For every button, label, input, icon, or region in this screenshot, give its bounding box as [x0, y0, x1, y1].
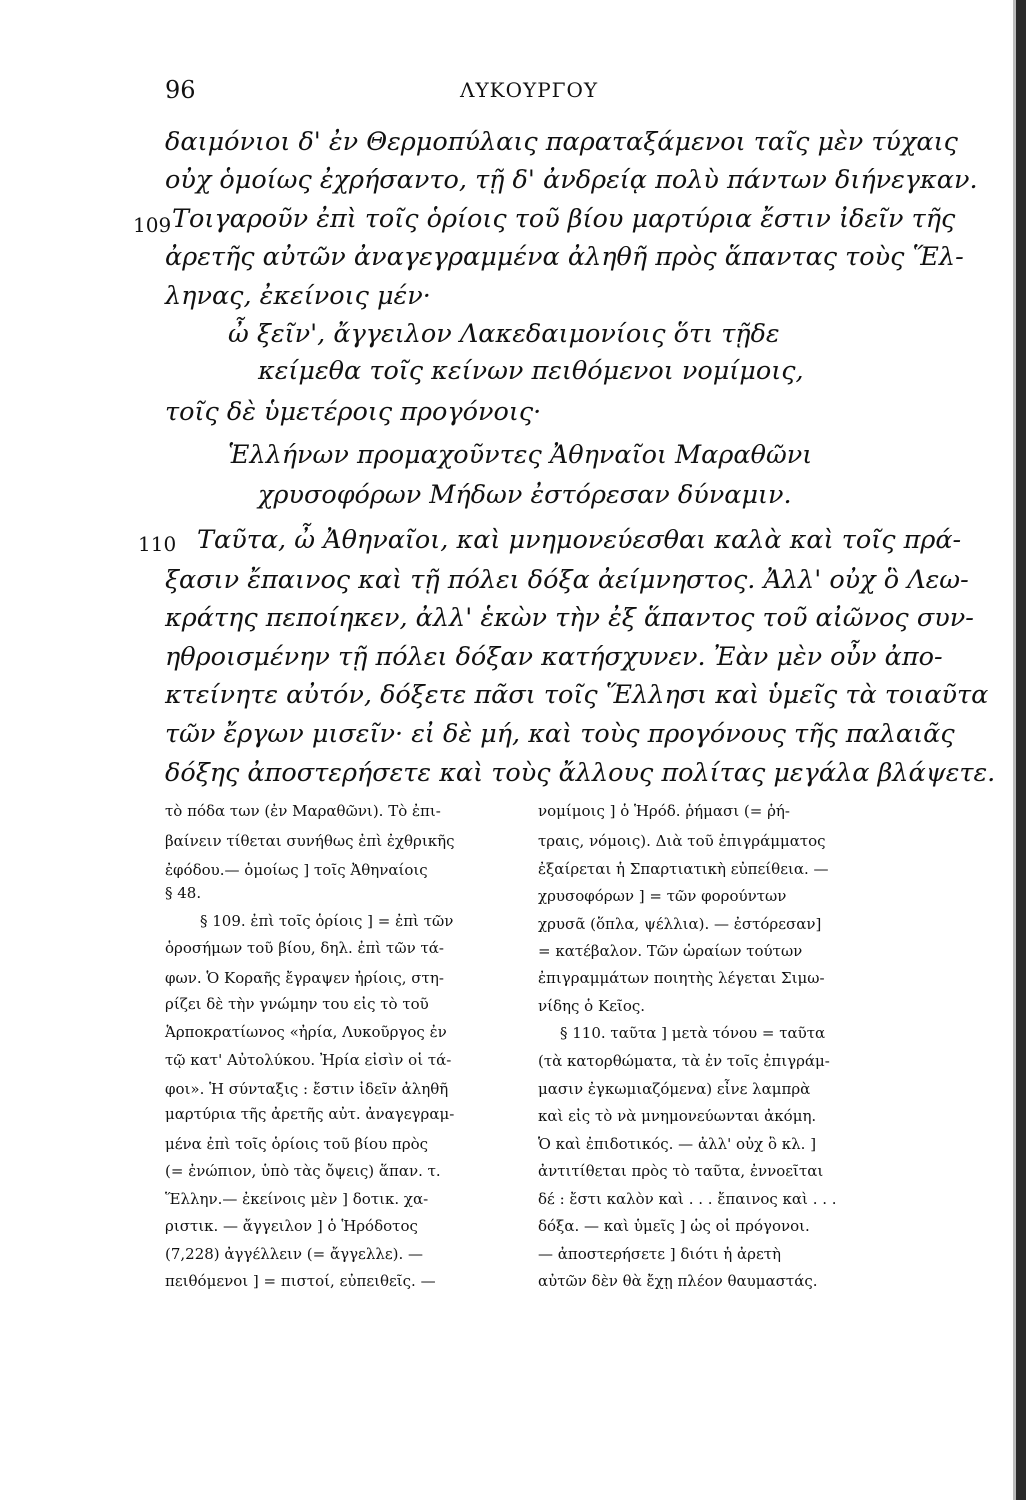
note-line: Ὁ καὶ ἐπιδοτικός. — ἀλλ' οὐχ ὃ κλ. ] — [538, 1135, 817, 1153]
note-line: § 110. ταῦτα ] μετὰ τόνου = ταῦτα — [560, 1024, 826, 1042]
page-edge — [1016, 0, 1026, 1500]
note-line: ἐφόδου.— ὁμοίως ] τοῖς Ἀθηναίοις — [165, 861, 428, 879]
note-line: μασιν ἐγκωμιαζόμενα) εἶνε λαμπρὰ — [538, 1080, 811, 1098]
note-line: βαίνειν τίθεται συνήθως ἐπὶ ἐχθρικῆς — [165, 832, 455, 850]
note-line: ὁροσήμων τοῦ βίου, δηλ. ἐπὶ τῶν τά- — [165, 939, 444, 957]
note-line: ἀντιτίθεται πρὸς τὸ ταῦτα, ἐννοεῖται — [538, 1162, 824, 1180]
running-title: ΛΥΚΟΥΡΓΟΥ — [460, 78, 599, 102]
note-line: Ἕλλην.— ἐκείνοις μὲν ] δοτικ. χα- — [165, 1190, 429, 1208]
text-line: Ταῦτα, ὦ Ἀθηναῖοι, καὶ μνημονεύεσθαι καλὰ καὶ τοῖς πρά- — [197, 525, 962, 555]
note-line: χρυσᾶ (ὅπλα, ψέλλια). — ἐστόρεσαν] — [538, 915, 822, 933]
note-line: § 48. — [165, 884, 202, 902]
text-line: ξασιν ἔπαινος καὶ τῇ πόλει δόξα ἀείμνηστος. Ἀλλ' οὐχ ὃ Λεω- — [165, 565, 969, 595]
note-line: § 109. ἐπὶ τοῖς ὁρίοις ] = ἐπὶ τῶν — [200, 912, 454, 930]
text-line: ληνας, ἐκείνοις μέν· — [165, 281, 431, 311]
note-line: φων. Ὁ Κοραῆς ἔγραψεν ἠρίοις, στη- — [165, 969, 444, 987]
note-line: νομίμοις ] ὁ Ἡρόδ. ῥήμασι (= ῥή- — [538, 802, 790, 820]
note-line: (7,228) ἀγγέλλειν (= ἄγγελλε). — — [165, 1245, 423, 1263]
note-line: τῷ κατ' Αὐτολύκου. Ἠρία εἰσὶν οἱ τά- — [165, 1051, 452, 1069]
note-line: ἐπιγραμμάτων ποιητὴς λέγεται Σιμω- — [538, 969, 825, 987]
note-line: καὶ εἰς τὸ νὰ μνημονεύωνται ἀκόμη. — [538, 1107, 817, 1125]
text-line: ἀρετῆς αὐτῶν ἀναγεγραμμένα ἀληθῆ πρὸς ἅπαντας τοὺς Ἕλ- — [165, 242, 964, 272]
note-line: αὐτῶν δὲν θὰ ἔχῃ πλέον θαυμαστάς. — [538, 1272, 818, 1290]
epigram-line: Ἑλλήνων προμαχοῦντες Ἀθηναῖοι Μαραθῶνι — [228, 440, 813, 470]
note-line: μαρτύρια τῆς ἀρετῆς αὐτ. ἀναγεγραμ- — [165, 1105, 455, 1123]
note-line: φοι». Ἡ σύνταξις : ἔστιν ἰδεῖν ἀληθῆ — [165, 1080, 449, 1098]
note-line: τὸ πόδα των (ἐν Μαραθῶνι). Τὸ ἐπι- — [165, 802, 441, 820]
text-line: οὐχ ὁμοίως ἐχρήσαντο, τῇ δ' ἀνδρείᾳ πολὺ πάντων διήνεγκαν. — [165, 165, 978, 195]
section-number-109: 109 — [133, 213, 172, 237]
text-line: ηθροισμένην τῇ πόλει δόξαν κατήσχυνεν. Ἐὰν μὲν οὖν ἀπο- — [165, 642, 943, 672]
note-line: δόξα. — καὶ ὑμεῖς ] ὡς οἱ πρόγονοι. — [538, 1217, 810, 1235]
note-line: νίδης ὁ Κεῖος. — [538, 997, 646, 1015]
text-line: δαιμόνιοι δ' ἐν Θερμοπύλαις παραταξάμενοι ταῖς μὲν τύχαις — [165, 127, 958, 157]
note-line: πειθόμενοι ] = πιστοί, εὐπειθεῖς. — — [165, 1272, 436, 1290]
text-line: δόξης ἀποστερήσετε καὶ τοὺς ἄλλους πολίτας μεγάλα βλάψετε. — [165, 758, 996, 788]
note-line: μένα ἐπὶ τοῖς ὁρίοις τοῦ βίου πρὸς — [165, 1135, 429, 1153]
text-line: κράτης πεποίηκεν, ἀλλ' ἑκὼν τὴν ἐξ ἅπαντος τοῦ αἰῶνος συν- — [165, 603, 974, 633]
text-line: τῶν ἔργων μισεῖν· εἰ δὲ μή, καὶ τοὺς προγόνους τῆς παλαιᾶς — [165, 719, 955, 749]
note-line: Ἁρποκρατίωνος «ἠρία, Λυκοῦργος ἐν — [165, 1023, 447, 1041]
epigram-line: χρυσοφόρων Μήδων ἐστόρεσαν δύναμιν. — [258, 480, 792, 510]
note-line: ριστικ. — ἄγγειλον ] ὁ Ἡρόδοτος — [165, 1217, 418, 1235]
note-line: δέ : ἔστι καλὸν καὶ . . . ἔπαινος καὶ . . . — [538, 1190, 837, 1208]
text-line: Τοιγαροῦν ἐπὶ τοῖς ὁρίοις τοῦ βίου μαρτύρια ἔστιν ἰδεῖν τῆς — [172, 204, 956, 234]
note-line: ρίζει δὲ τὴν γνώμην του εἰς τὸ τοῦ — [165, 995, 429, 1013]
note-line: (τὰ κατορθώματα, τὰ ἐν τοῖς ἐπιγράμ- — [538, 1052, 830, 1070]
text-line: κτείνητε αὐτόν, δόξετε πᾶσι τοῖς Ἕλλησι καὶ ὑμεῖς τὰ τοιαῦτα — [165, 680, 989, 710]
note-line: (= ἐνώπιον, ὑπὸ τὰς ὄψεις) ἅπαν. τ. — [165, 1162, 441, 1180]
text-line: τοῖς δὲ ὑμετέροις προγόνοις· — [165, 397, 542, 427]
page-number: 96 — [165, 76, 196, 104]
note-line: = κατέβαλον. Τῶν ὡραίων τούτων — [538, 942, 803, 960]
epigram-line: ὦ ξεῖν', ἄγγειλον Λακεδαιμονίοις ὅτι τῇδε — [228, 319, 780, 349]
note-line: χρυσοφόρων ] = τῶν φορούντων — [538, 887, 787, 905]
epigram-line: κείμεθα τοῖς κείνων πειθόμενοι νομίμοις, — [258, 356, 804, 386]
note-line: — ἀποστερήσετε ] διότι ἡ ἀρετὴ — [538, 1245, 782, 1263]
section-number-110: 110 — [138, 532, 177, 556]
note-line: ἐξαίρεται ἡ Σπαρτιατικὴ εὐπείθεια. — — [538, 860, 829, 878]
page-header — [165, 76, 865, 110]
note-line: τραις, νόμοις). Διὰ τοῦ ἐπιγράμματος — [538, 832, 826, 850]
